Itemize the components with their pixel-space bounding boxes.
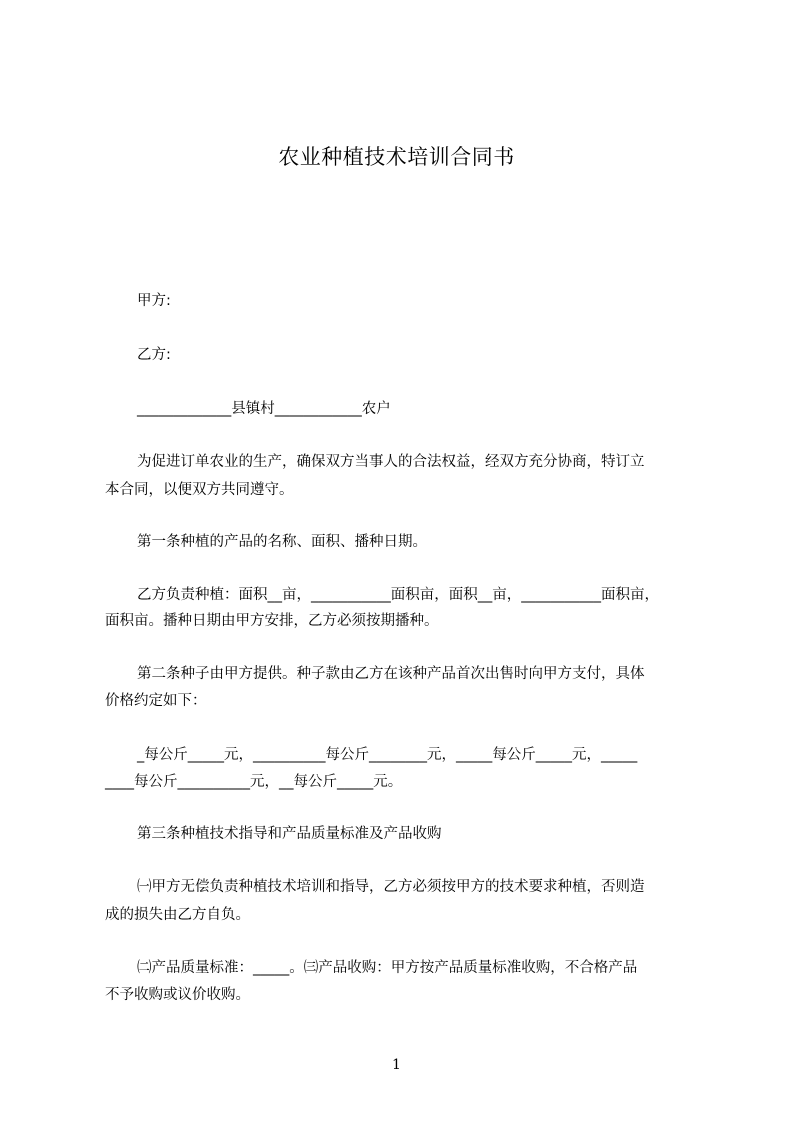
article1-body-line-2: 面积亩。播种日期由甲方安排，乙方必须按期播种。 xyxy=(105,613,439,629)
article3-heading: 第三条种植技术指导和产品质量标准及产品收购 xyxy=(137,826,442,842)
document-title: 农业种植技术培训合同书 xyxy=(278,145,515,169)
intro-line-2: 本合同，以便双方共同遵守。 xyxy=(105,482,294,498)
clause2-line-2: 不予收购或议价收购。 xyxy=(105,987,250,1003)
clause1-line-2: 成的损失由乙方自负。 xyxy=(105,907,250,923)
farmer-line: _____________县镇村____________农户 xyxy=(137,401,391,417)
article1-body-line-1: 乙方负责种植：面积__亩，___________面积亩，面积__亩，___________面积亩， xyxy=(137,587,659,603)
price-line-1: _每公斤_____元，__________每公斤________元，_____每公斤_____元，_____ xyxy=(137,747,638,763)
clause2-line-1: ㈡产品质量标准：_____。㈢产品收购：甲方按产品质量标准收购，不合格产品 xyxy=(137,960,638,976)
intro-line-1: 为促进订单农业的生产，确保双方当事人的合法权益，经双方充分协商，特订立 xyxy=(137,454,645,470)
party-b-label: 乙方: xyxy=(137,347,171,363)
price-line-2: ____每公斤__________元，__每公斤_____元。 xyxy=(105,774,403,790)
page-number: 1 xyxy=(392,1057,401,1073)
article1-heading: 第一条种植的产品的名称、面积、播种日期。 xyxy=(137,534,427,550)
clause1-line-1: ㈠甲方无偿负责种植技术培训和指导，乙方必须按甲方的技术要求种植，否则造 xyxy=(137,879,645,895)
party-a-label: 甲方: xyxy=(137,293,171,309)
article2-line-2: 价格约定如下： xyxy=(105,693,207,709)
article2-line-1: 第二条种子由甲方提供。种子款由乙方在该种产品首次出售时向甲方支付，具体 xyxy=(137,666,645,682)
